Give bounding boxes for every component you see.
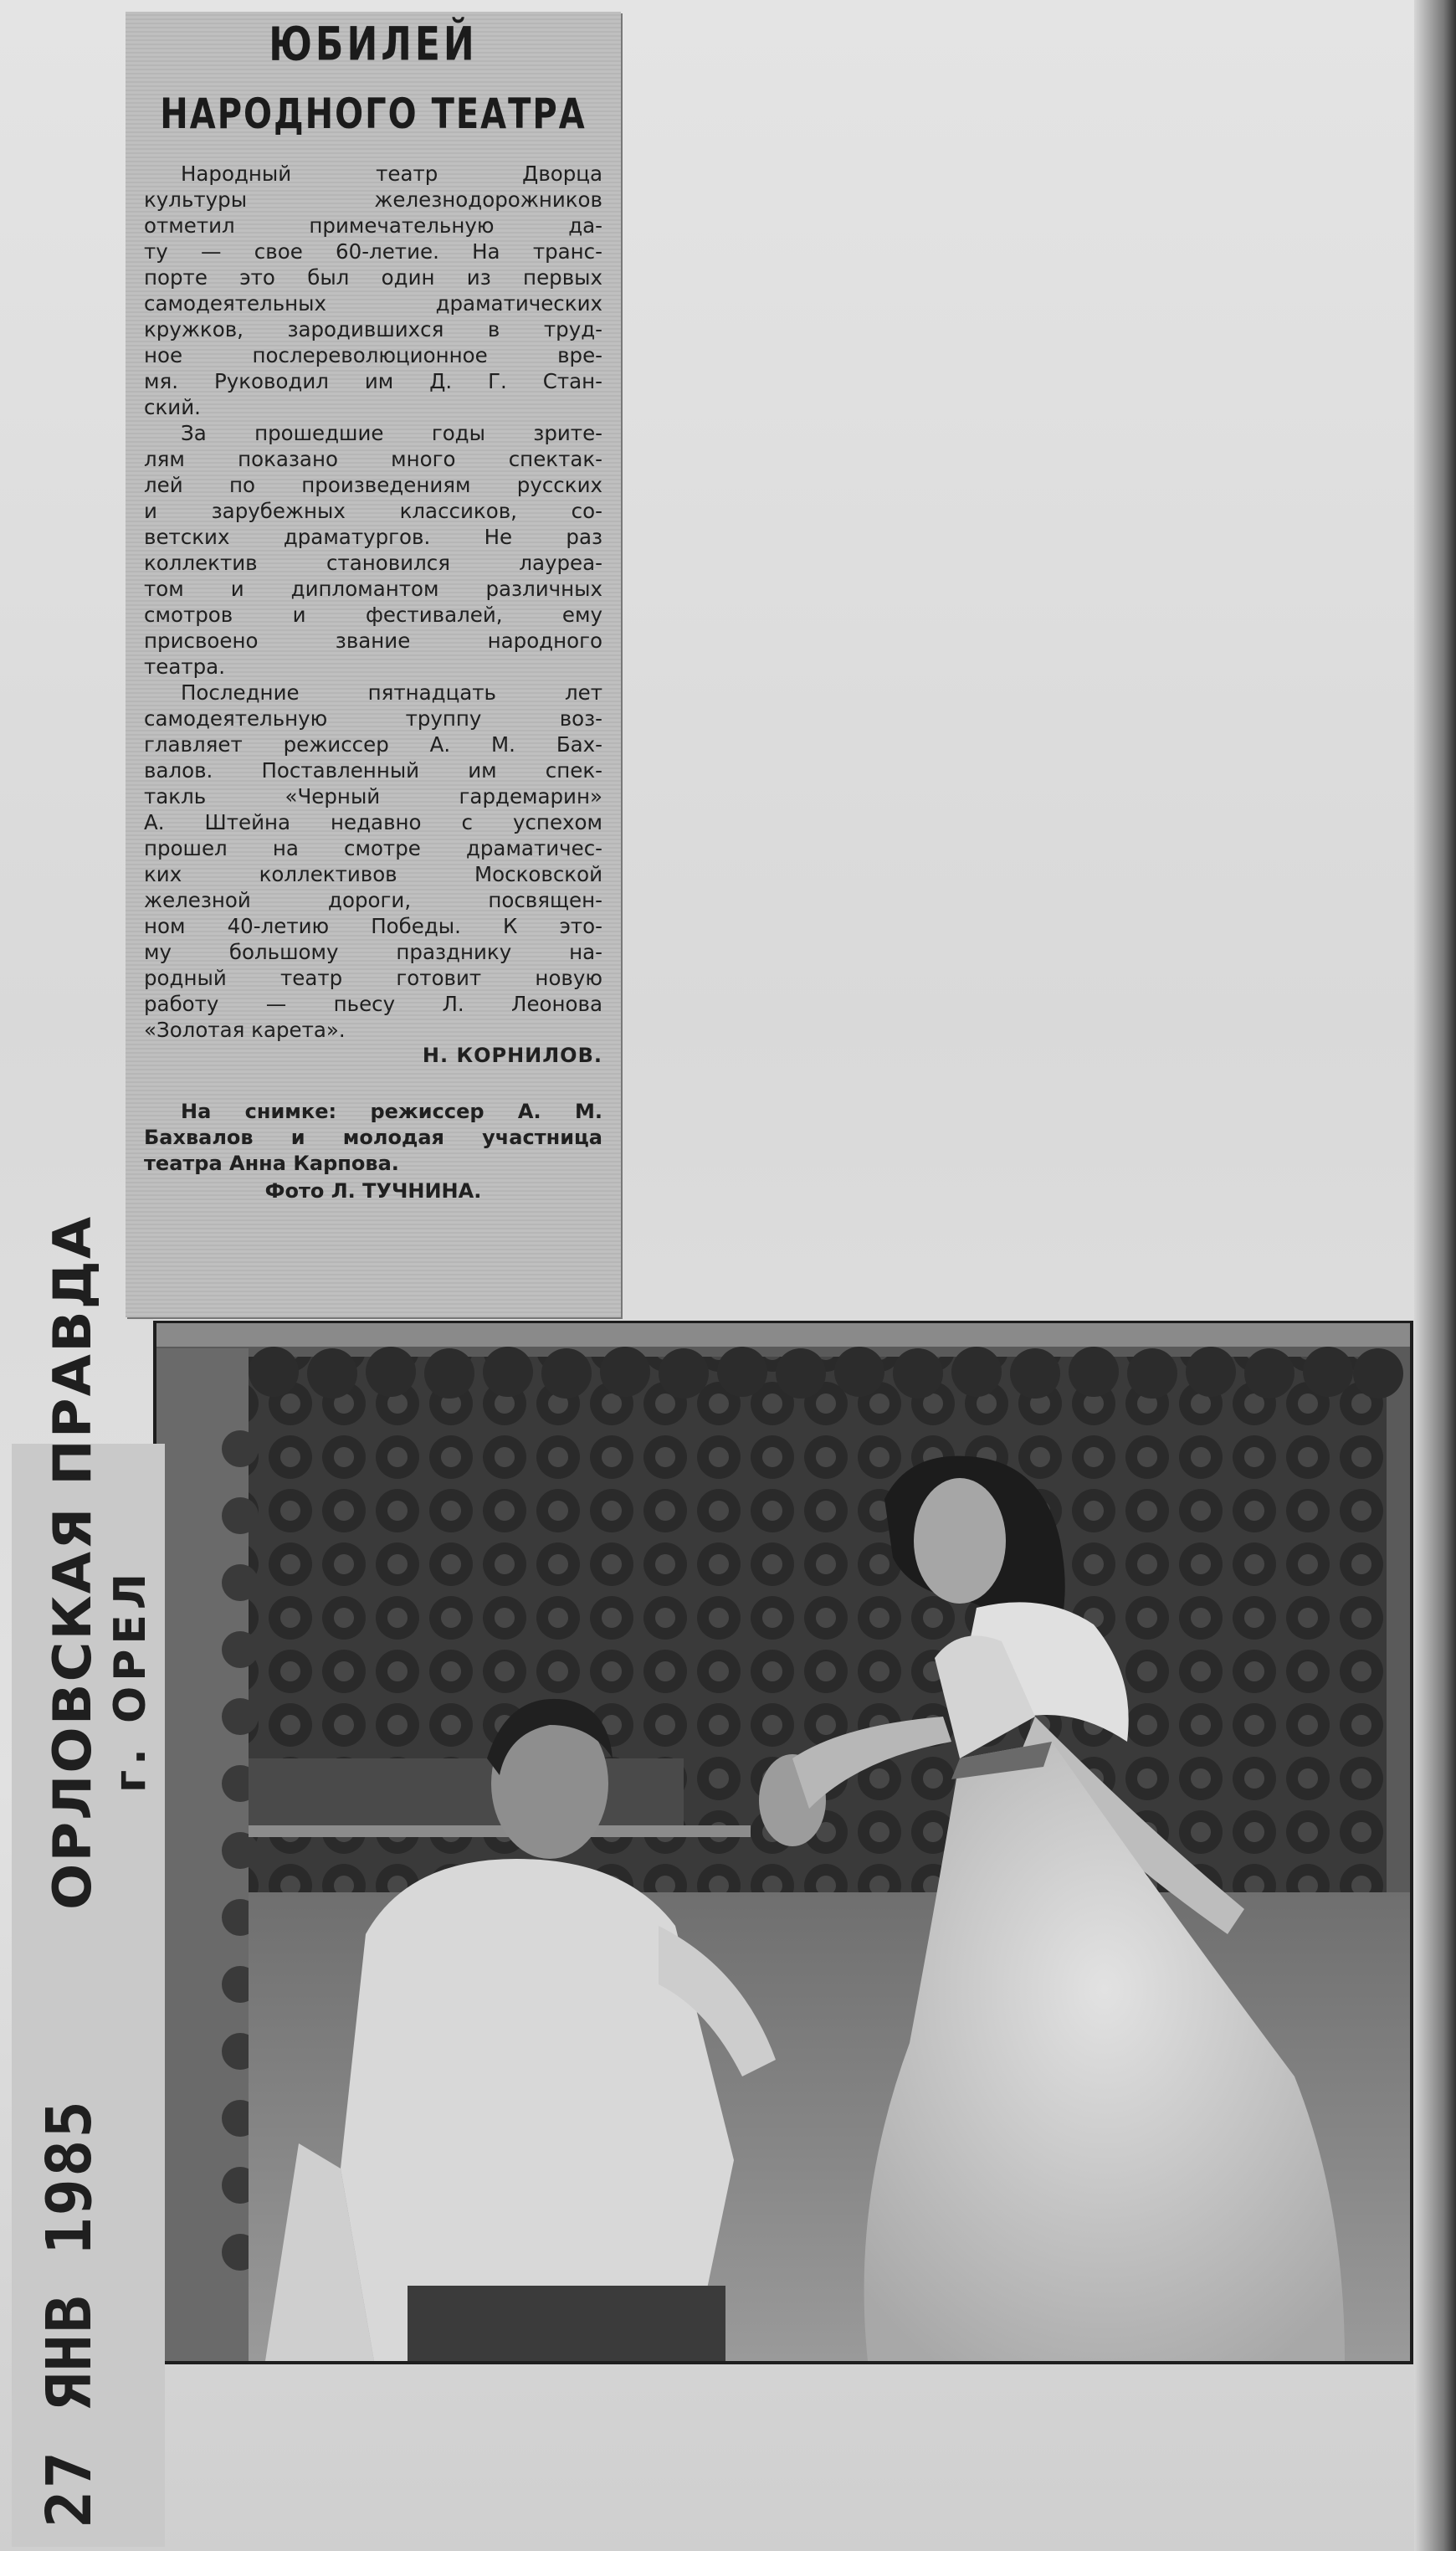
article-line: и зарубежных классиков, со-: [144, 499, 602, 523]
article-line: ту — свое 60-летие. На транс-: [144, 239, 602, 264]
article-line: самодеятельных драматических: [144, 291, 602, 316]
article-line: главляет режиссер А. М. Бах-: [144, 732, 602, 757]
article-line: такль «Черный гардемарин»: [144, 784, 602, 808]
article-line: мя. Руководил им Д. Г. Стан-: [144, 369, 602, 393]
caption-line: На снимке: режиссер А. М.: [181, 1100, 602, 1123]
article-line: «Золотая карета».: [144, 1018, 346, 1042]
title-line-1: ЮБИЛЕЙ: [269, 18, 478, 72]
article-line: ких коллективов Московской: [144, 862, 602, 886]
photo-illustration: [156, 1323, 1410, 2361]
article-clipping: [126, 12, 621, 1317]
article-line: ветских драматургов. Не раз: [144, 525, 602, 549]
article-line: Народный театр Дворца: [181, 162, 602, 186]
title-line-2: НАРОДНОГО ТЕАТРА: [160, 90, 587, 139]
date-stamp: 27 ЯНВ 1985: [33, 2098, 105, 2528]
article-line: самодеятельную труппу воз-: [144, 706, 602, 731]
article-line: отметил примечательную да-: [144, 213, 602, 238]
caption-line: театра Анна Карпова.: [144, 1152, 399, 1175]
article-line: родный театр готовит новую: [144, 966, 602, 990]
article-line: А. Штейна недавно с успехом: [144, 810, 602, 834]
city-stamp: г. ОРЕЛ: [105, 1568, 156, 1793]
article-line: валов. Поставленный им спек-: [144, 758, 602, 783]
article-line: порте это был один из первых: [144, 265, 602, 290]
article-author: Н. КОРНИЛОВ.: [422, 1044, 602, 1067]
article-line: театра.: [144, 654, 225, 679]
caption-line: Бахвалов и молодая участница: [144, 1126, 602, 1149]
article-line: лям показано много спектак-: [144, 447, 602, 471]
photo-caption: [144, 1099, 602, 1204]
article-body: [144, 161, 602, 1204]
article-title: [126, 18, 621, 139]
article-line: ном 40-летию Победы. К это-: [144, 914, 602, 938]
article-line: ский.: [144, 395, 201, 419]
article-line: смотров и фестивалей, ему: [144, 603, 602, 627]
article-line: коллектив становился лауреа-: [144, 551, 602, 575]
article-line: прошел на смотре драматичес-: [144, 836, 602, 860]
article-line: лей по произведениям русских: [144, 473, 602, 497]
article-line: работу — пьесу Л. Леонова: [144, 992, 602, 1016]
article-line: присвоено звание народного: [144, 629, 602, 653]
article-line: Последние пятнадцать лет: [181, 680, 602, 705]
article-line: культуры железнодорожников: [144, 187, 602, 212]
article-photo: [153, 1321, 1413, 2364]
article-line: железной дороги, посвящен-: [144, 888, 602, 912]
photo-credit: Фото Л. ТУЧНИНА.: [264, 1179, 482, 1203]
scan-edge-shadow: [1414, 0, 1456, 2551]
article-line: кружков, зародившихся в труд-: [144, 317, 602, 341]
article-line: За прошедшие годы зрите-: [181, 421, 602, 445]
article-line: му большому празднику на-: [144, 940, 602, 964]
article-line: ное послереволюционное вре-: [144, 343, 602, 367]
article-line: том и дипломантом различных: [144, 577, 602, 601]
newspaper-name-stamp: ОРЛОВСКАЯ ПРАВДА: [42, 1214, 103, 1910]
